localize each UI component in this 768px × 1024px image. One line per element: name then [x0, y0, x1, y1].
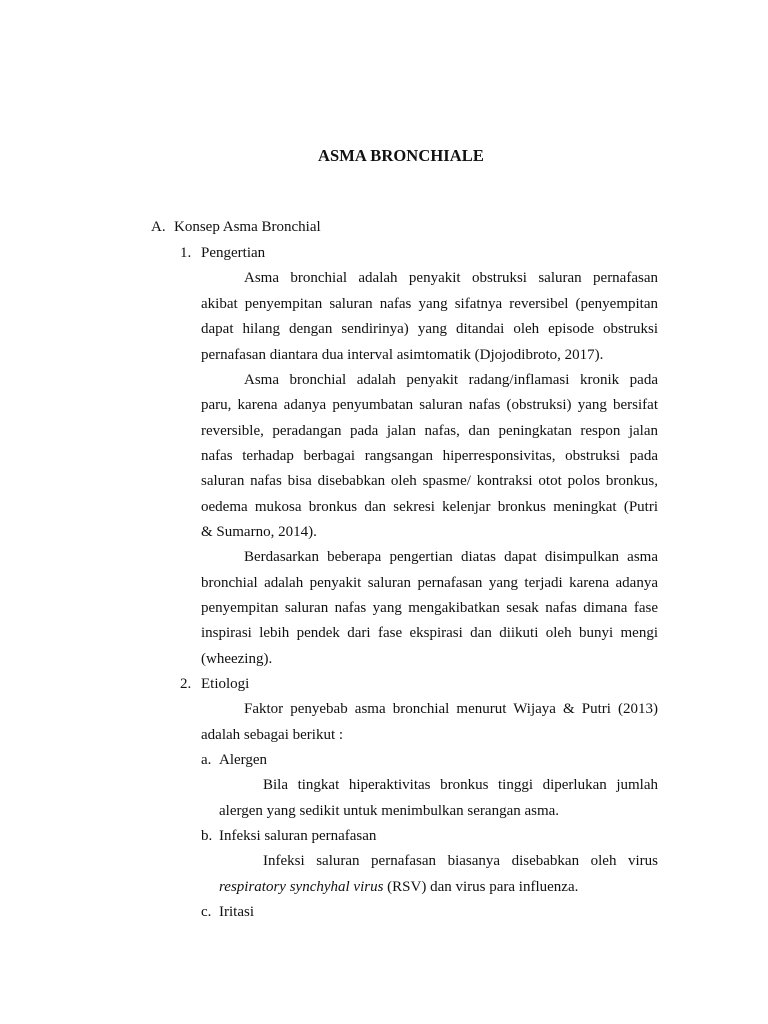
pengertian-p3-line: (wheezing). [201, 651, 273, 667]
sub-b-line-rest: (RSV) dan virus para influenza. [383, 879, 579, 895]
sub-a-line: Bila tingkat hiperaktivitas bronkus tinggi diperlukan jumlah [263, 777, 658, 793]
sub-c-heading: Iritasi [219, 904, 254, 920]
sub-b-marker: b. [201, 828, 213, 844]
page-title: ASMA BRONCHIALE [317, 146, 485, 165]
sub-b-line: Infeksi saluran pernafasan biasanya disebabkan oleh virus [263, 853, 658, 869]
etiologi-intro-line: Faktor penyebab asma bronchial menurut Wijaya & Putri (2013) [244, 701, 658, 717]
pengertian-p3-line: bronchial adalah penyakit saluran pernafasan yang terjadi karena adanya [201, 575, 658, 591]
sub-b-heading: Infeksi saluran pernafasan [219, 828, 377, 844]
pengertian-p2-line: paru, karena adanya penyumbatan saluran nafas (obstruksi) yang bersifat [201, 397, 658, 413]
pengertian-p3-line: inspirasi lebih pendek dari fase ekspirasi dan diikuti oleh bunyi mengi [201, 625, 658, 641]
pengertian-p2-line: reversible, peradangan pada jalan nafas, dan peningkatan respon jalan [201, 423, 658, 439]
pengertian-p1-line: pernafasan diantara dua interval asimtomatik (Djojodibroto, 2017). [201, 347, 604, 363]
pengertian-p2-line: nafas terhadap berbagai rangsangan hiperresponsivitas, obstruksi pada [201, 448, 658, 464]
pengertian-p2-line: saluran nafas bisa disebabkan oleh spasme/ kontraksi otot polos bronkus, [201, 473, 658, 489]
item-1-heading: Pengertian [201, 245, 266, 261]
pengertian-p2-line: oedema mukosa bronkus dan sekresi kelenjar bronkus meningkat (Putri [201, 499, 658, 515]
pengertian-p3-line: penyempitan saluran nafas yang mengakibatkan sesak nafas dimana fase [201, 600, 658, 616]
sub-a-line: alergen yang sedikit untuk menimbulkan serangan asma. [219, 803, 560, 819]
item-1-marker: 1. [180, 245, 192, 261]
item-2-heading: Etiologi [201, 676, 250, 692]
sub-a-marker: a. [201, 752, 212, 768]
sub-a-heading: Alergen [219, 752, 268, 768]
pengertian-p1-line: dapat hilang dengan sendirinya) yang ditandai oleh episode obstruksi [201, 321, 658, 337]
sub-c-marker: c. [201, 904, 212, 920]
section-a-marker: A. [151, 219, 166, 235]
item-2-marker: 2. [180, 676, 192, 692]
pengertian-p2-line: & Sumarno, 2014). [201, 524, 317, 540]
pengertian-p3-line: Berdasarkan beberapa pengertian diatas dapat disimpulkan asma [244, 549, 658, 565]
sub-b-line [219, 878, 578, 896]
section-a-heading: Konsep Asma Bronchial [174, 219, 321, 235]
etiologi-intro-line: adalah sebagai berikut : [201, 727, 344, 743]
virus-name-italic: respiratory synchyhal virus [219, 879, 384, 895]
pengertian-p1-line: Asma bronchial adalah penyakit obstruksi saluran pernafasan [244, 270, 658, 286]
pengertian-p2-line: Asma bronchial adalah penyakit radang/inflamasi kronik pada [244, 372, 658, 388]
pengertian-p1-line: akibat penyempitan saluran nafas yang sifatnya reversibel (penyempitan [201, 296, 658, 312]
